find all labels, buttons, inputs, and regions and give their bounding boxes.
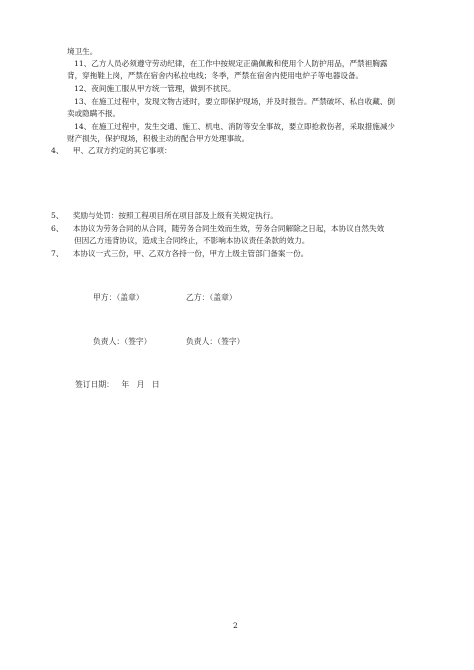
party-a-seal: 甲方：（盖章） (93, 293, 144, 302)
clause-13-line-1: 13、在施工过程中，发现文物古迹时，要立即保护现场，并及时报告。严禁破坏、私自收藏、倒 (74, 97, 396, 106)
section-number: 5、 (51, 211, 64, 220)
section-number: 6、 (51, 224, 64, 233)
section-6 (51, 225, 384, 233)
clause-12-line-1: 12、夜间施工服从甲方统一管理，做到不扰民。 (74, 84, 236, 93)
section-5 (51, 212, 278, 220)
section-text: 本协议为劳务合同的从合同，随劳务合同生效而生效，劳务合同解除之日起，本协议自然失效 (72, 224, 385, 233)
clause-14-line-1: 14、在施工过程中，发生交通、施工、机电、消防等安全事故，要立即抢救伤者，采取措施减少 (74, 122, 396, 131)
section-number: 4、 (51, 146, 64, 155)
responsible-a-signature: 负责人：（签字） (93, 337, 152, 346)
clause-14-line-2: 财产损失，保护现场，积极主动的配合甲方处理事故。 (67, 134, 250, 143)
page-number: 2 (233, 621, 238, 630)
signing-date: 签订日期： 年 月 日 (75, 380, 160, 389)
party-b-seal: 乙方：（盖章） (186, 293, 237, 302)
section-text: 甲、乙双方约定的其它事项： (72, 146, 172, 155)
clause-11-line-1: 11、乙方人员必须遵守劳动纪律，在工作中按规定正确佩戴和使用个人防护用品，严禁袒胸露 (74, 59, 388, 68)
section-6-continuation: 但因乙方违背协议，造成主合同终止，不影响本协议责任条款的效力。 (74, 236, 310, 245)
continued-text: 境卫生。 (67, 47, 98, 56)
section-number: 7、 (51, 249, 64, 258)
section-7 (51, 250, 308, 258)
section-text: 奖励与处罚：按照工程项目所在项目部及上级有关规定执行。 (72, 211, 278, 220)
clause-11-line-2: 背，穿拖鞋上岗，严禁在宿舍内私拉电线；冬季，严禁在宿舍内使用电炉子等电器设备。 (67, 71, 364, 80)
responsible-b-signature: 负责人：（签字） (186, 337, 245, 346)
section-text: 本协议一式三份，甲、乙双方各持一份，甲方上级主管部门备案一份。 (72, 249, 309, 258)
section-4 (51, 147, 172, 155)
clause-13-line-2: 卖或隐瞒不报。 (67, 109, 121, 118)
